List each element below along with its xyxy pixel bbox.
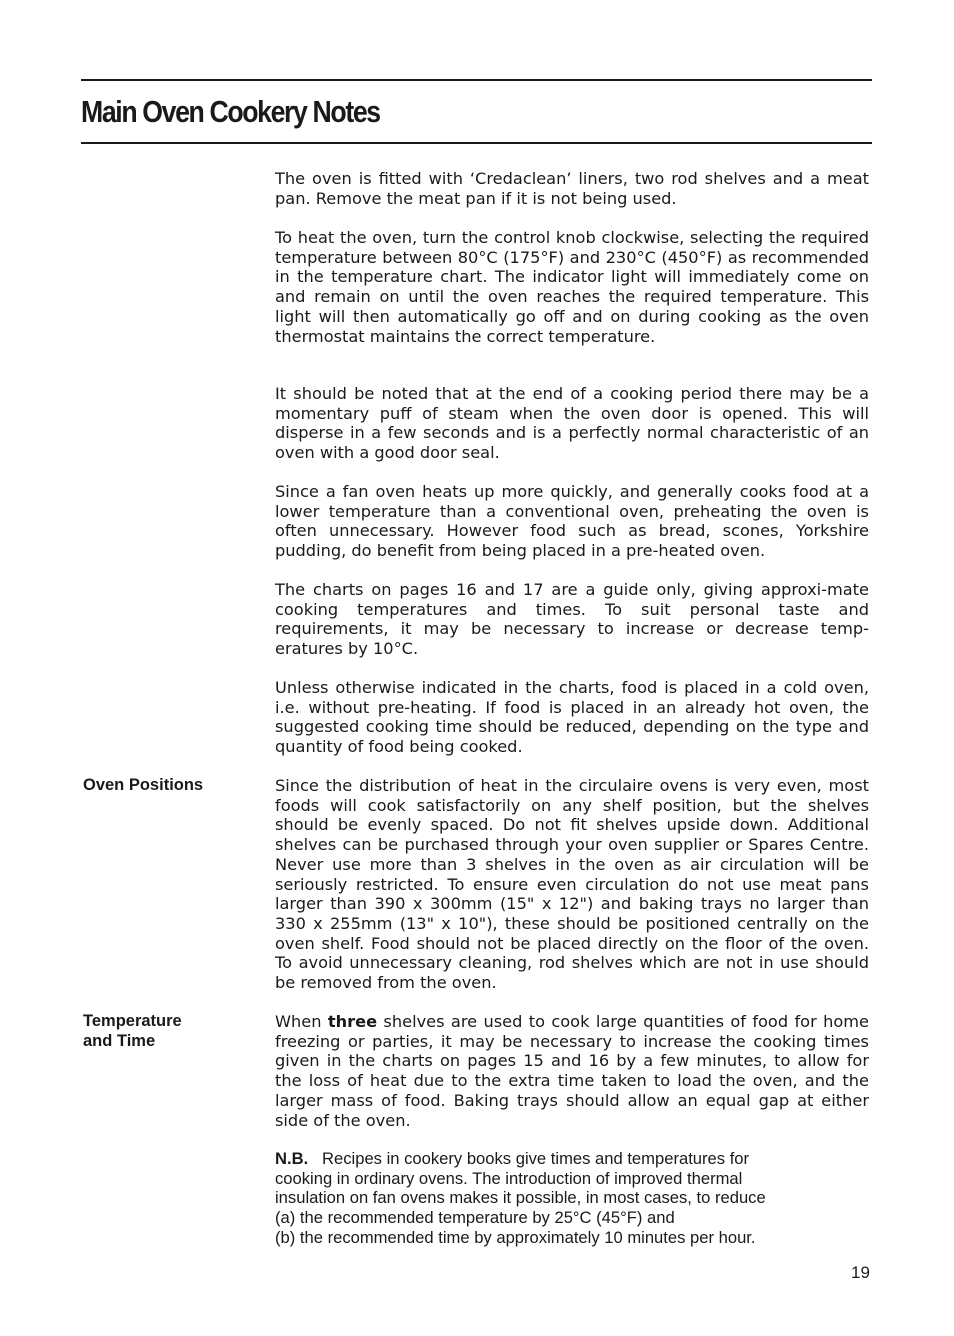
temperature-time-emphasis: three	[327, 1012, 378, 1031]
title-rule	[81, 142, 872, 144]
temperature-time-text-after: shelves are used to cook large quantities of food for home freezing or parties, it may be necessary to increase the cooking times given in the charts on pages 15 and 16 by a few minutes, to allow for the loss of heat due to the extra time taken to load the oven, and the larger mass of food. Baking trays should allow an equal gap at either side of the oven.	[275, 1012, 869, 1130]
oven-positions-text: Since the distribution of heat in the circulaire ovens is very even, most foods will cook satisfactorily on any shelf position, but the shelves should be evenly spaced. Do not fit shelves upside down. Additional shelves can be purchased through your oven supplier or Spares Centre. Never use more than 3 shelves in the oven as air circulation will be seriously restricted. To ensure even circulation do not use meat pans larger than 390 x 300mm (15" x 12") and baking trays no larger than 330 x 255mm (13" x 10"), these should be positioned centrally on the oven shelf. Food should not be placed directly on the floor of the oven. To avoid unnecessary cleaning, rod shelves which are not in use should be removed from the oven.	[275, 776, 869, 993]
nb-note-line-4: (a) the recommended temperature by 25°C (45°F) and	[275, 1208, 675, 1228]
top-rule	[81, 79, 872, 81]
temperature-time-text-before: When	[275, 1012, 328, 1031]
nb-note-line-2: cooking in ordinary ovens. The introduction of improved thermal	[275, 1168, 743, 1188]
nb-note-line-5: (b) the recommended time by approximately 10 minutes per hour.	[275, 1227, 756, 1247]
paragraph-steam: It should be noted that at the end of a cooking period there may be a momentary puff of steam when the oven door is opened. This will disperse in a few seconds and is a perfectly normal characteristic of an oven with a good door seal.	[275, 384, 869, 463]
paragraph-liners: The oven is fitted with ‘Credaclean’ liners, two rod shelves and a meat pan. Remove the meat pan if it is not being used.	[275, 169, 869, 208]
nb-note	[275, 1149, 869, 1248]
temperature-time-label: Temperature and Time	[83, 1012, 182, 1050]
paragraph-heating: To heat the oven, turn the control knob clockwise, selecting the required temperature between 80°C (175°F) and 230°C (450°F) as recommended in the temperature chart. The indicator light will immediately come on and remain on until the oven reaches the required temperature. This light will then automatically go off and on during cooking as the oven thermostat maintains the correct temperature.	[275, 228, 869, 346]
paragraph-cold-oven: Unless otherwise indicated in the charts, food is placed in a cold oven, i.e. without pre-heating. If food is placed in an already hot oven, the suggested cooking time should be reduced, depending on the type and quantity of food being cooked.	[275, 678, 869, 757]
oven-positions-label: Oven Positions	[83, 776, 204, 794]
nb-note-line-1	[275, 1149, 869, 1169]
nb-note-line-3: insulation on fan ovens makes it possible, in most cases, to reduce	[275, 1188, 766, 1208]
nb-line-1-text: Recipes in cookery books give times and temperatures for	[322, 1149, 750, 1168]
page-number: 19	[851, 1263, 870, 1282]
nb-prefix: N.B.	[275, 1149, 309, 1168]
temperature-time-text	[275, 1012, 869, 1130]
page-title: Main Oven Cookery Notes	[81, 94, 380, 129]
paragraph-preheating: Since a fan oven heats up more quickly, and generally cooks food at a lower temperature than a conventional oven, preheating the oven is often unnecessary. However food such as bread, scones, Yorkshire pudding, do benefit from being placed in a pre-heated oven.	[275, 482, 869, 561]
paragraph-charts: The charts on pages 16 and 17 are a guide only, giving approxi-mate cooking temperatures and times. To suit personal taste and requirements, it may be necessary to increase or decrease temp-eratures by 10°C.	[275, 580, 869, 659]
